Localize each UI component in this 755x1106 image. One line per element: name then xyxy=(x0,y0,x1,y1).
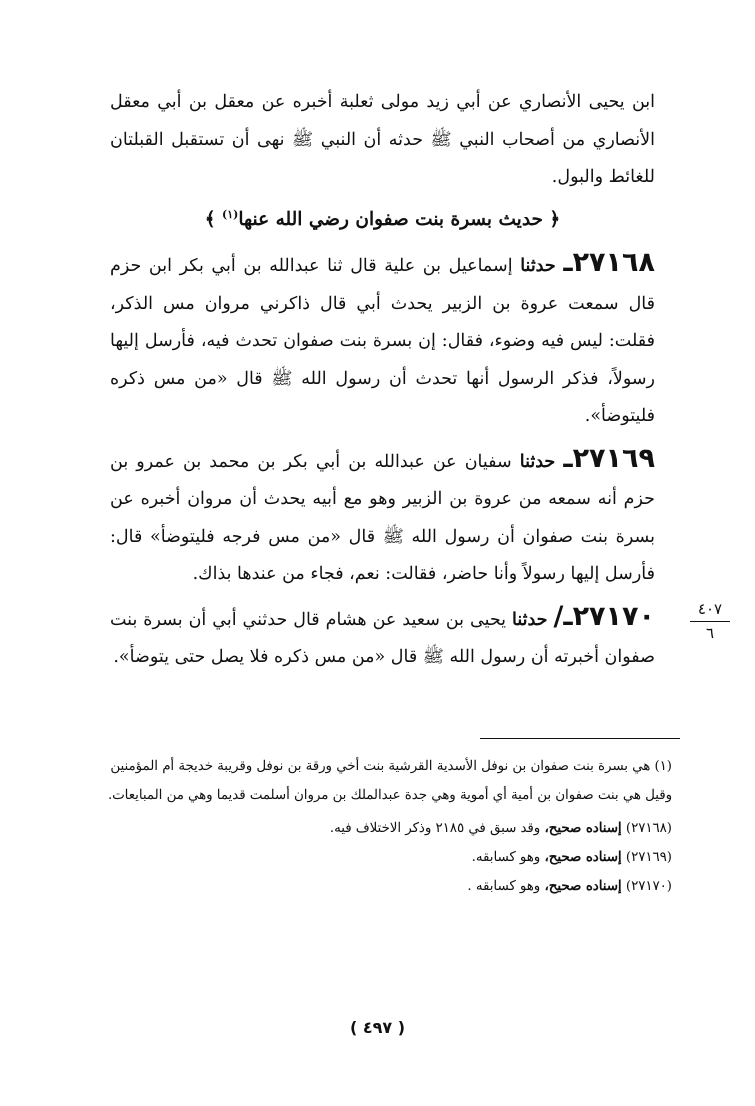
footnote-grade: إسناده صحيح، xyxy=(544,879,622,894)
hadith-keyword: حدثنا xyxy=(520,256,556,276)
footnote-rest: وهو كسابقه . xyxy=(467,879,541,894)
footnote-rest: وقد سبق في ٢١٨٥ وذكر الاختلاف فيه. xyxy=(329,821,541,836)
footnote-ref: (٢٧١٦٨) xyxy=(625,821,672,836)
hadith-27169 xyxy=(110,440,655,594)
page-number: ( ٤٩٧ ) xyxy=(349,1018,406,1037)
section-title: حديث بسرة بنت صفوان رضي الله عنها xyxy=(238,208,543,230)
footnote-1: (١) هي بسرة بنت صفوان بن نوفل الأسدية القرشية بنت أخي ورقة بن نوفل وقريبة خديجة أم المؤمنين وقيل هي بنت صفوان بن أمية أي أموية وهي جدة عبدالملك بن مروان أسلمت قديما وهي من المبايعات. xyxy=(107,759,672,803)
margin-reference-bottom: ٦ xyxy=(705,624,715,642)
hadith-number: ٢٧١٦٨ـ xyxy=(563,247,655,278)
margin-reference xyxy=(690,600,730,642)
hadith-number: ٢٧١٦٩ـ xyxy=(563,442,655,474)
footnote-rest: وهو كسابقه. xyxy=(471,850,541,865)
hadith-27170 xyxy=(110,598,655,677)
hadith-27168 xyxy=(110,244,655,436)
section-heading xyxy=(110,201,655,239)
footnote-ref: (٢٧١٧٠) xyxy=(625,879,672,894)
hadith-number: ٢٧١٧٠ـ/ xyxy=(553,600,655,632)
heading-open-bracket: ﴿ xyxy=(549,208,561,230)
footnote-27168 xyxy=(90,814,672,843)
hadith-text: إسماعيل بن علية قال ثنا عبدالله بن أبي بكر ابن حزم قال سمعت عروة بن الزبير يحدث أبي قال ذاكرني مروان مس الذكر، فقلت: ليس فيه وضوء، فقال: إن بسرة بنت صفوان تحدث فيه، فأرسل إليها رسولاً، فذكر الرسول أنها تحدث أن رسول الله ﷺ قال «من مس ذكره فليتوضأ». xyxy=(110,256,655,426)
footnote-ref: (٢٧١٦٩) xyxy=(625,850,672,865)
heading-close-bracket: ﴾ xyxy=(204,208,216,230)
footnote-27169 xyxy=(90,843,672,872)
hadith-keyword: حدثنا xyxy=(512,609,548,630)
hadith-keyword: حدثنا xyxy=(519,451,556,472)
footnotes xyxy=(90,752,672,901)
margin-reference-top: ٤٠٧ xyxy=(690,600,730,622)
intro-paragraph: ابن يحيى الأنصاري عن أبي زيد مولى ثعلبة أخبره عن معقل بن أبي معقل الأنصاري من أصحاب النبي ﷺ حدثه أن النبي ﷺ نهى أن تستقبل القبلتان للغائط والبول. xyxy=(110,92,655,187)
hadith-text: سفيان عن عبدالله بن أبي بكر بن محمد بن عمرو بن حزم أنه سمعه من عروة بن الزبير وهو مع أبيه يحدث أن مروان أخبره عن بسرة بنت صفوان أن رسول الله ﷺ قال «من مس فرجه فليتوضأ» قال: فأرسل إليها رسولاً وأنا حاضر، فقالت: نعم، فجاء من عندها بذاك. xyxy=(110,451,655,584)
footnote-separator xyxy=(480,738,680,739)
footnote-grade: إسناده صحيح، xyxy=(544,850,622,865)
main-text xyxy=(110,84,655,677)
footnote-marker: (١) xyxy=(222,207,239,221)
footnote-27170 xyxy=(90,872,672,901)
hadith-text: يحيى بن سعيد عن هشام قال حدثني أبي أن بسرة بنت صفوان أخبرته أن رسول الله ﷺ قال «من مس ذكره فلا يصل حتى يتوضأ». xyxy=(110,609,655,667)
footnote-grade: إسناده صحيح، xyxy=(544,821,622,836)
